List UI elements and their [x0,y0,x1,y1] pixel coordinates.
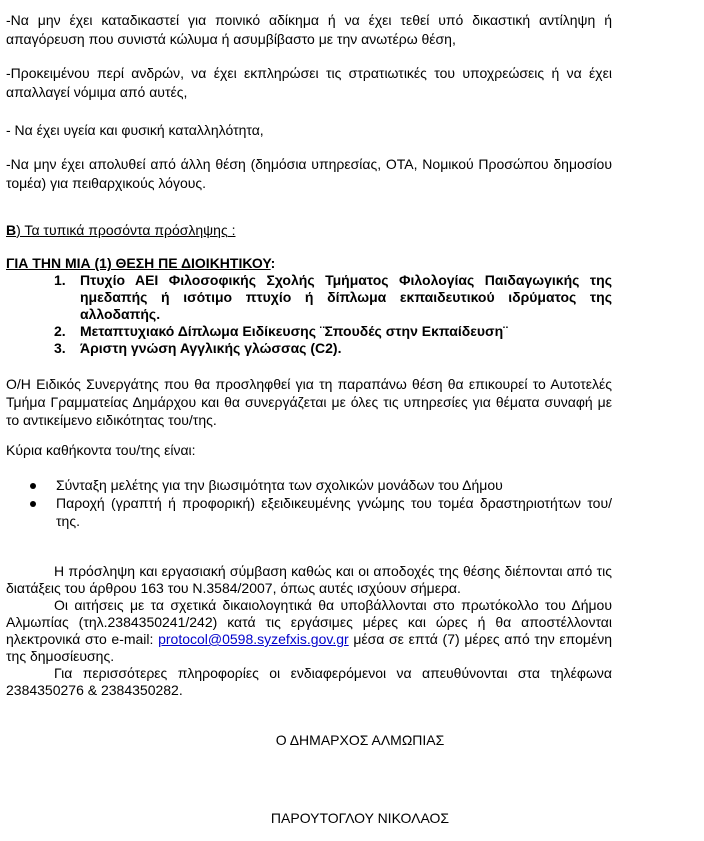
position-colon: : [270,255,276,271]
mayor-name: ΠΑΡΟΥΤΟΓΛΟΥ ΝΙΚΟΛΑΟΣ [270,810,450,826]
section-b-letter: Β [6,222,17,238]
position-title: ΓΙΑ ΤΗΝ ΜΙΑ (1) ΘΕΣΗ ΠΕ ΔΙΟΙΚΗΤΙΚΟΥ [6,255,271,271]
position-heading [6,255,612,272]
requirement-military-service: -Προκειμένου περί ανδρών, να έχει εκπληρώσει τις στρατιωτικές του υποχρεώσεις ή να έχει απαλλαγεί νόμιμα από αυτές, [6,65,612,100]
bullet-icon [30,483,36,489]
info-paragraph: Για περισσότερες πληροφορίες οι ενδιαφερόμενοι να απευθύνονται στα τηλέφωνα 2384350276 & 2384350282. [6,665,612,698]
qualifications-list [0,272,612,357]
qualification-text: Άριστη γνώση Αγγλικής γλώσσας (C2). [80,340,342,356]
qualification-item: 1. Πτυχίο ΑΕΙ Φιλοσοφικής Σχολής Τμήματος Φιλολογίας Παιδαγωγικής της ημεδαπής ή ισότιμο πτυχίο ή δίπλωμα εκπαιδευτικού ιδρύματος της αλλοδαπής. [54,272,612,322]
duties-heading: Κύρια καθήκοντα του/της είναι: [6,442,196,458]
section-b-colon: : [227,222,236,238]
qualification-text: Μεταπτυχιακό Δίπλωμα Ειδίκευσης ¨Σπουδές στην Εκπαίδευση¨ [80,323,508,339]
qualification-text: Πτυχίο ΑΕΙ Φιλοσοφικής Σχολής Τμήματος Φιλολογίας Παιδαγωγικής της ημεδαπής ή ισότιμο πτυχίο ή δίπλωμα εκπαιδευτικού ιδρύματος της αλλοδαπής. [80,272,612,322]
bullet-icon [30,501,36,507]
duties-list [0,476,612,530]
duty-text: Σύνταξη μελέτης για την βιωσιμότητα των σχολικών μονάδων του Δήμου [56,477,503,493]
requirement-criminal-record: -Να μην έχει καταδικαστεί για ποινικό αδίκημα ή να έχει τεθεί υπό δικαστική αντίληψη ή απαγόρευση που συνιστά κώλυμα ή ασυμβίβαστο με την ανωτέρω θέση, [6,12,612,47]
qualification-item: 3. Άριστη γνώση Αγγλικής γλώσσας (C2). [54,340,342,356]
role-description: Ο/Η Ειδικός Συνεργάτης που θα προσληφθεί για τη παραπάνω θέση θα επικουρεί το Αυτοτελές Τμήμα Γραμματείας Δημάρχου και θα συνεργάζεται με όλες τις υπηρεσίες για θέματα συναφή με το αντικείμενο ειδικότητας του/της. [6,376,612,428]
legal-basis: Η πρόσληψη και εργασιακή σύμβαση καθώς και οι αποδοχές της θέσης διέπονται από τις διατάξεις του άρθρου 163 του Ν.3584/2007, όπως αυτές ισχύουν σήμερα. [6,563,612,596]
section-b-heading [6,221,612,240]
mayor-title: Ο ΔΗΜΑΡΧΟΣ ΑΛΜΩΠΙΑΣ [275,732,445,748]
duty-item [0,476,612,494]
requirement-health: - Να έχει υγεία και φυσική καταλληλότητα, [6,122,264,138]
applications-paragraph: Οι αιτήσεις με τα σχετικά δικαιολογητικά θα υποβάλλονται στο πρωτόκολλο του Δήμου Αλμωπίας (τηλ.2384350241/242) κατά τις εργάσιμες μέρες και ώρες ή θα αποστέλλονται ηλεκτρονικά στο e-mail: protocol@0598.syzefxis.gov.gr μέσα σε επτά (7) μέρες από την επομένη της δημοσίευσης. [6,597,612,664]
email-link[interactable]: protocol@0598.syzefxis.gov.gr [158,631,349,647]
requirement-no-dismissal: -Να μην έχει απολυθεί από άλλη θέση (δημόσια υπηρεσίας, ΟΤΑ, Νομικού Προσώπου δημοσίου τομέα) για πειθαρχικούς λόγους. [6,156,612,191]
section-b-title: ) Τα τυπικά προσόντα πρόσληψης [16,222,228,238]
duty-item [0,494,612,530]
qualification-item: 2. Μεταπτυχιακό Δίπλωμα Ειδίκευσης ¨Σπουδές στην Εκπαίδευση¨ [54,323,508,339]
duty-text: Παροχή (γραπτή ή προφορική) εξειδικευμένης γνώμης του τομέα δραστηριοτήτων του/της. [56,495,612,529]
